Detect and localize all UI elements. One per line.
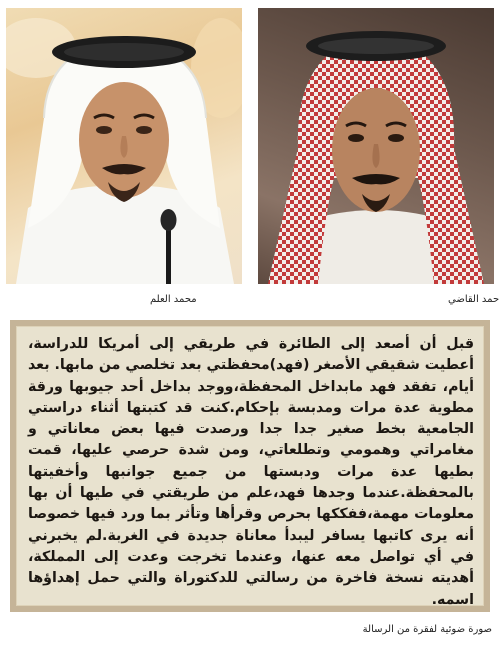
image-caption: صورة ضوئية لفقرة من الرسالة: [362, 624, 492, 635]
photo-hamad-alqadi: [258, 8, 494, 284]
photo-mohammed-alalam: [6, 8, 242, 284]
scanned-letter-excerpt: [10, 320, 490, 612]
photo-caption-mohammed-alalam: محمد العلم: [150, 294, 197, 305]
portrait-illustration: [258, 8, 494, 284]
letter-paragraph: قبل أن أصعد إلى الطائرة في طريقي إلى أمريكا للدراسة، أعطيت شقيقي الأصغر (فهد)محفظتي بعد تخلصي من مابها. بعد أيام، تفقد فهد مابداخل المحفظة،ووجد بداخل أحد جيوبها ورقة مطوية عدة مرات ومدبسة بإحكام.كنت قد كتبتها أثناء دراستي الجامعية بخط صغير جدا جدا ورصدت فيها بعض معاناتي و مغامراتي وهمومي وتطلعاتي، ومن شدة حرصي عليها، قمت بطيها عدة مرات ودبستها من جميع جوانبها وأخفيتها بالمحفظة.عندما وجدها فهد،علم من طريقتي في طيها أن بها معلومات مهمة،ففككها بحرص وقرأها وتأثر بما ورد فيها خصوصا أنه يرى كاتبها يسافر ليبدأ معاناة جديدة في الغربة.لم يخبرني في أي تواصل معه عنها، وعندما تخرجت وعدت إلى المملكة، أهديته نسخة فاخرة من رسالتي للدكتوراة والتي حمل إهداؤها اسمه.: [27, 336, 474, 608]
portrait-illustration: [6, 8, 242, 284]
photo-caption-hamad-alqadi: حمد القاضي: [448, 294, 500, 305]
letter-text: [27, 334, 474, 608]
